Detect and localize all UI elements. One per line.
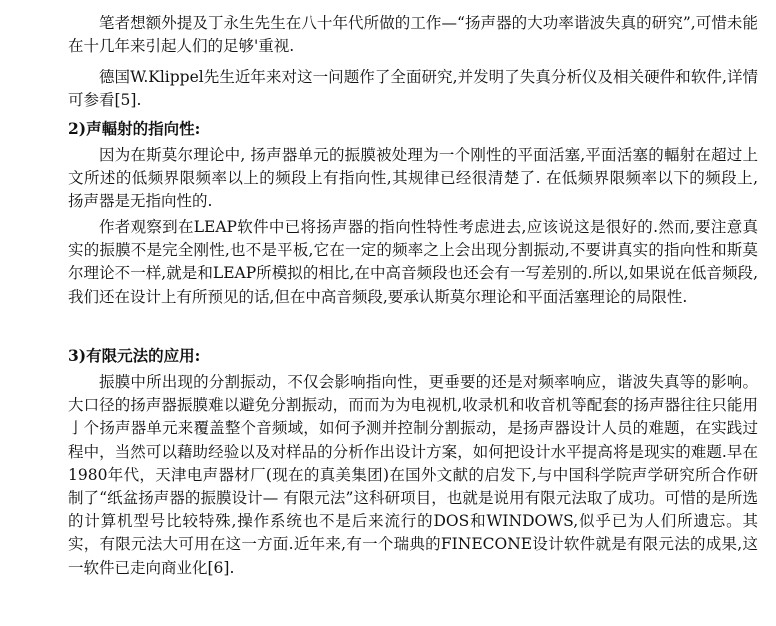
- paragraph-ding-yongsheng: 笔者想额外提及丁永生先生在八十年代所做的工作—“扬声器的大功率谐波失真的研究”,可惜未能在十几年来引起人们的足够'重视.: [68, 14, 758, 56]
- heading-fem: 3)有限元法的应用:: [68, 346, 201, 365]
- paragraph-small-theory: 因为在斯莫尔理论中, 扬声器单元的振膜被处理为一个刚性的平面活塞,平面活塞的輻射在超过上文所述的低频界限频率以上的频段上有指向性,其规律已经很清楚了. 在低频界限频率以下的频段上, 扬声器是无指向性的.: [68, 146, 758, 211]
- heading-directivity: 2)声輻射的指向性:: [68, 119, 201, 138]
- paragraph-fem-application: 振膜中所出现的分割振动，不仅会影响指向性，更垂要的还是对频率响应，谐波失真等的影响。大口径的扬声器振膜难以避免分割振动，而而为为电视机,收录机和收音机等配套的扬声器往往只能用亅个扬声器单元来覆盖整个音频域，如何予测并控制分割振动，是扬声器设计人员的难题，在实践过程中，当然可以藉助经验以及对样品的分析作出设计方案，如何把设计水平提高将是现实的难题.早在1980年代，天津电声器材厂(现在的真美集团)在国外文献的启发下,与中国科学院声学研究所合作研制了“纸盆扬声器的振膜设计— 有限元法”这科研项目，也就是说用有限元法取了成功。可惜的是所选的计算机型号比较特殊,操作系统也不是后来流行的DOS和WINDOWS,似乎已为人们所遗忘。其实，有限元法大可用在这一方面.近年来,有一个瑞典的FINECONE设计软件就是有限元法的成果,这一软件已走向商业化[6].: [68, 373, 758, 577]
- paragraph-klippel: 德国W.Klippel先生近年来对这一问题作了全面研究,并发明了失真分析仪及相关硬件和软件,详情可参看[5].: [68, 68, 758, 110]
- paragraph-leap-software: 作者观察到在LEAP软件中已将扬声器的指向性特性考虑进去,应该说这是很好的.然而,要注意真实的振膜不是完全刚性,也不是平板,它在一定的频率之上会出现分割振动,不要讲真实的指向性和斯莫尔理论不一样,就是和LEAP所模拟的相比,在中高音频段也还会有一写差别的.所以,如果说在低音频段,我们还在设计上有所预见的话,但在中高音频段,要承认斯莫尔理论和平面活塞理论的局限性.: [68, 218, 758, 306]
